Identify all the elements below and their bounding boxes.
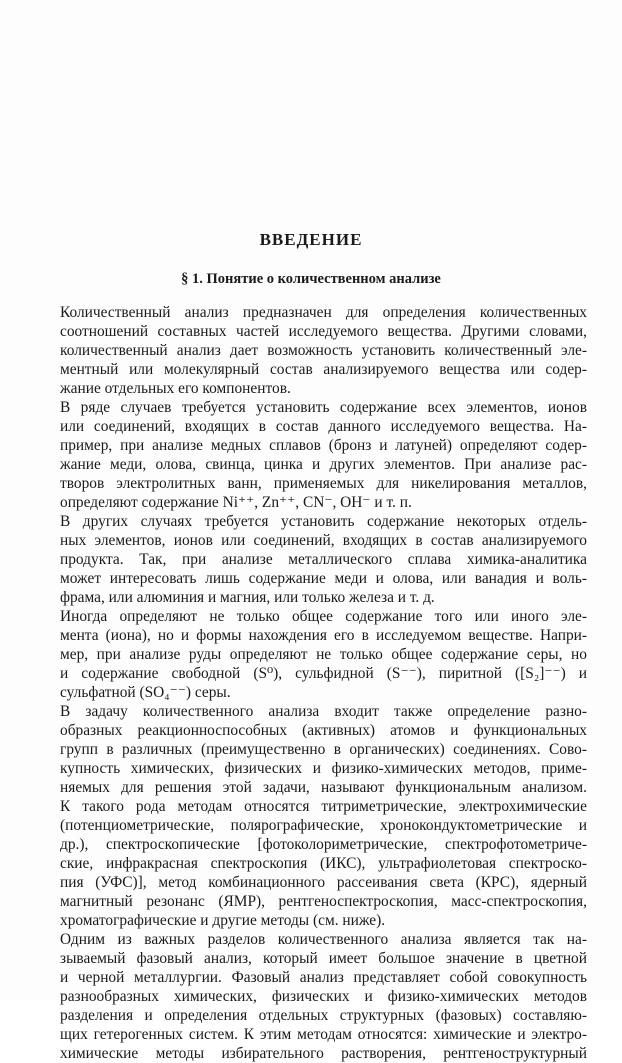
text-line: купность химических, физических и физико-химических методов, приме- — [60, 760, 587, 777]
chapter-title: ВВЕДЕНИЕ — [259, 230, 363, 249]
text-line: Количественный анализ предназначен для определения количественных — [60, 304, 587, 321]
section-title: § 1. Понятие о количественном анализе — [181, 271, 441, 287]
text-line: В задачу количественного анализа входит также определение разно- — [60, 703, 587, 720]
text-line: разнообразных химических, физических и физико-химических методов — [60, 988, 587, 1005]
text-line: соотношений составных частей исследуемого вещества. Другими словами, — [60, 323, 587, 340]
text-line: К такого рода методам относятся титриметрические, электрохимические — [60, 798, 587, 815]
text-line: (потенциометрические, полярографические, хронокондуктометрические и — [60, 817, 587, 834]
text-line: групп в различных (преимущественно в органических) соединениях. Сово- — [60, 741, 587, 758]
text-line: сульфатной (SO₄⁻⁻) серы. — [60, 684, 231, 701]
text-line: образных реакционноспособных (активных) атомов и функциональных — [60, 722, 587, 739]
text-line: хроматографические и другие методы (см. ниже). — [60, 912, 386, 929]
text-line: мента (иона), но и формы нахождения его в исследуемом веществе. Напри- — [60, 627, 587, 644]
text-line: Одним из важных разделов количественного анализа является так на- — [60, 931, 587, 948]
text-line: определяют содержание Ni⁺⁺, Zn⁺⁺, CN⁻, OH⁻ и т. п. — [60, 494, 412, 511]
text-line: пример, при анализе медных сплавов (бронз и латуней) определяют содер- — [60, 437, 587, 454]
text-line: мер, при анализе руды определяют не только общее содержание серы, но — [60, 646, 587, 663]
body-text — [60, 303, 587, 1063]
text-line: химические методы избирательного растворения, рентгеноструктурный — [60, 1045, 587, 1062]
text-line: продукта. Так, при анализе металлического сплава химика-аналитика — [60, 551, 587, 568]
text-line: жание отдельных его компонентов. — [60, 380, 291, 397]
text-line: жание меди, олова, свинца, цинка и других элементов. При анализе рас- — [60, 456, 587, 473]
text-line: и содержание свободной (S⁰), сульфидной (S⁻⁻), пиритной ([S₂]⁻⁻) и — [60, 665, 587, 682]
text-line: В ряде случаев требуется установить содержание всех элементов, ионов — [60, 399, 587, 416]
text-line: др.), спектроскопические [фотоколориметрические, спектрофотометриче- — [60, 836, 587, 853]
text-line: количественный анализ дает возможность установить количественный эле- — [60, 342, 587, 359]
text-line: ментный или молекулярный состав анализируемого вещества или содер- — [60, 361, 587, 378]
text-line: творов электролитных ванн, применяемых для никелирования металлов, — [60, 475, 587, 492]
text-line: фрама, или алюминия и магния, или только железа и т. д. — [60, 589, 435, 606]
text-line: и черной металлургии. Фазовый анализ представляет собой совокупность — [60, 969, 587, 986]
text-line: магнитный резонанс (ЯМР), рентгеноспектроскопия, масс-спектроскопия, — [60, 893, 587, 910]
text-line: пия (УФС)], метод комбинационного рассеивания света (КРС), ядерный — [60, 874, 587, 891]
text-line: может интересовать лишь содержание меди и олова, или ванадия и воль- — [60, 570, 587, 587]
text-line: разделения и определения отдельных структурных (фазовых) составляю- — [60, 1007, 587, 1024]
text-line: ские, инфракрасная спектроскопия (ИКС), ультрафиолетовая спектроско- — [60, 855, 587, 872]
text-line: зываемый фазовый анализ, который имеет большое значение в цветной — [60, 950, 587, 967]
text-line: щих гетерогенных систем. К этим методам относятся: химические и электро- — [60, 1026, 587, 1043]
text-line: Иногда определяют не только общее содержание того или иного эле- — [60, 608, 587, 625]
text-line: В других случаях требуется установить содержание некоторых отдель- — [60, 513, 587, 530]
text-line: или соединений, входящих в состав данного исследуемого вещества. На- — [60, 418, 587, 435]
text-line: няемых для решения этой задачи, называют функциональным анализом. — [60, 779, 587, 796]
text-line: ных элементов, ионов или соединений, входящих в состав анализируемого — [60, 532, 587, 549]
